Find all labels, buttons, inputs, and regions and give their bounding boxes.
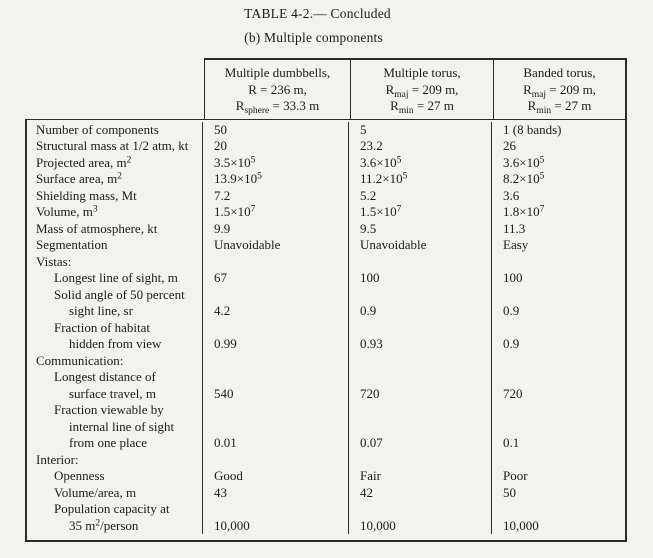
cell-value (491, 171, 625, 188)
cell-value-text: 43 (214, 484, 227, 500)
cell-value (202, 369, 348, 402)
cell-value-text: Good (214, 468, 243, 483)
cell-value-text: 11.3 (503, 220, 526, 236)
cell-value-text: 42 (360, 484, 373, 500)
cell-value-text: 10,000 (503, 517, 539, 533)
row-label-line: Longest distance of (54, 369, 156, 384)
column-header-line: $R_{min} = 27$ m (527, 98, 592, 116)
row-label (27, 254, 202, 271)
cell-value (202, 402, 348, 452)
cell-value (491, 204, 625, 221)
row-label (27, 468, 202, 485)
row-label-line: Surface area, $m^2$ (36, 171, 122, 186)
cell-value-text: Fair (360, 468, 381, 483)
row-label-line: Fraction viewable by (54, 402, 164, 417)
table-title: TABLE 4-2.— Concluded (244, 6, 391, 21)
cell-value-text: $13.9\times 10^5$ (214, 171, 262, 186)
row-label-line: 35 $m^2$/person (69, 517, 139, 533)
row-label (27, 188, 202, 205)
row-label (27, 171, 202, 188)
cell-value-text: 0.9 (503, 336, 520, 351)
row-label-line: hidden from view (69, 336, 162, 351)
column-header-banded-torus (493, 58, 627, 119)
cell-value-text: 3.6 (503, 187, 520, 203)
row-label (27, 237, 202, 254)
cell-value (491, 270, 625, 287)
cell-value-text: Unavoidable (214, 237, 281, 252)
cell-value (202, 188, 348, 205)
row-label-line: from one place (69, 435, 147, 450)
cell-value (348, 237, 491, 254)
column-header-multiple-torus (350, 58, 493, 119)
cell-value-text: 67 (214, 270, 227, 285)
table-header-row (25, 58, 627, 119)
column-header-line: $R_{maj} = 209$ m, (523, 81, 596, 100)
row-label (27, 270, 202, 287)
row-label-line: Mass of atmosphere, kt (36, 220, 158, 236)
cell-value-text: Poor (503, 468, 528, 483)
cell-value (348, 221, 491, 238)
row-label (27, 138, 202, 155)
cell-value-text: $3.5\times 10^5$ (214, 154, 256, 170)
cell-value-text: 540 (214, 385, 234, 401)
cell-value (348, 369, 491, 402)
row-label (27, 402, 202, 452)
row-label-line: Longest line of sight, m (54, 270, 178, 285)
cell-value-text: 100 (360, 270, 380, 285)
table-subtitle: (b) Multiple components (244, 30, 383, 45)
row-label-line: Solid angle of 50 percent (54, 286, 185, 302)
cell-value (491, 320, 625, 353)
cell-value (491, 122, 625, 139)
column-header-line: Multiple torus, (383, 65, 461, 80)
cell-value-text: $3.6\times 10^5$ (503, 154, 545, 170)
cell-value-text: 50 (503, 484, 516, 500)
cell-value (491, 501, 625, 534)
cell-value-text: 10,000 (360, 517, 396, 533)
column-header-multiple-dumbbells (204, 58, 350, 119)
cell-value-text: $1.5\times 10^7$ (360, 204, 402, 219)
cell-value (348, 287, 491, 320)
cell-value (202, 501, 348, 534)
row-label-line: surface travel, m (69, 385, 156, 401)
cell-value-text: Unavoidable (360, 237, 427, 252)
row-label-line: Interior: (36, 451, 79, 467)
cell-value (348, 204, 491, 221)
row-label-line: Population capacity at (54, 501, 170, 516)
row-label-line: Segmentation (36, 237, 108, 252)
cell-value-text: 23.2 (360, 138, 383, 153)
row-label (27, 369, 202, 402)
cell-value (491, 353, 625, 370)
row-label-line: Projected area, $m^2$ (36, 154, 132, 170)
cell-value-text: 7.2 (214, 187, 231, 203)
row-label (27, 452, 202, 469)
row-label-line: Volume/area, m (54, 484, 137, 500)
column-header-line: R = 236 m, (248, 81, 307, 97)
cell-value-text: 20 (214, 138, 227, 153)
row-label-line: Structural mass at 1/2 atm, kt (36, 138, 189, 153)
header-spacer-cell (25, 58, 204, 119)
cell-value (202, 221, 348, 238)
cell-value (202, 122, 348, 139)
cell-value (348, 122, 491, 139)
cell-value (202, 320, 348, 353)
row-label-line: Number of components (36, 121, 159, 137)
cell-value-text: 720 (360, 385, 380, 401)
cell-value (491, 369, 625, 402)
row-label-line: Shielding mass, Mt (36, 187, 137, 203)
cell-value-text: 100 (503, 270, 523, 285)
row-label (27, 287, 202, 320)
cell-value (348, 270, 491, 287)
cell-value (348, 171, 491, 188)
cell-value-text: 0.99 (214, 336, 237, 351)
column-header-line: Multiple dumbbells, (224, 65, 331, 80)
cell-value (348, 254, 491, 271)
cell-value (348, 468, 491, 485)
cell-value (491, 188, 625, 205)
cell-value (491, 138, 625, 155)
cell-value (202, 287, 348, 320)
cell-value-text: $8.2\times 10^5$ (503, 171, 545, 186)
cell-value (202, 155, 348, 172)
cell-value-text: 720 (503, 385, 523, 401)
cell-value (348, 188, 491, 205)
row-label-line: Openness (54, 468, 105, 483)
cell-value (348, 353, 491, 370)
cell-value (491, 485, 625, 502)
cell-value-text: 26 (503, 138, 516, 153)
cell-value (491, 287, 625, 320)
cell-value (202, 254, 348, 271)
cell-value (202, 353, 348, 370)
cell-value-text: 0.1 (503, 435, 520, 450)
data-table (25, 58, 627, 542)
row-label-line: Communication: (36, 352, 124, 368)
row-label (27, 485, 202, 502)
cell-value (348, 402, 491, 452)
cell-value-text: 0.9 (503, 303, 520, 318)
row-label (27, 122, 202, 139)
cell-value (202, 452, 348, 469)
cell-value (202, 468, 348, 485)
row-label (27, 501, 202, 534)
cell-value (491, 402, 625, 452)
cell-value-text: 0.9 (360, 303, 377, 318)
cell-value-text: 10,000 (214, 517, 250, 533)
cell-value-text: $11.2\times 10^5$ (360, 171, 408, 186)
cell-value (348, 501, 491, 534)
cell-value (491, 155, 625, 172)
row-label-line: Vistas: (36, 253, 72, 269)
cell-value (348, 320, 491, 353)
column-header-line: Banded torus, (523, 65, 596, 80)
cell-value-text: $1.8\times 10^7$ (503, 204, 545, 219)
cell-value (491, 221, 625, 238)
row-label (27, 353, 202, 370)
cell-value (348, 452, 491, 469)
cell-value (202, 171, 348, 188)
cell-value-text: 9.9 (214, 220, 231, 236)
cell-value-text: 0.07 (360, 435, 383, 450)
row-label (27, 204, 202, 221)
cell-value (202, 204, 348, 221)
cell-value-text: 50 (214, 121, 227, 137)
row-label-line: internal line of sight (69, 418, 175, 434)
cell-value-text: 0.01 (214, 435, 237, 450)
cell-value-text: 1 (8 bands) (503, 121, 562, 137)
table-caption-block (0, 5, 635, 46)
column-header-line: $R_{sphere} = 33.3$ m (235, 98, 320, 116)
row-label (27, 155, 202, 172)
column-header-line: $R_{maj} = 209$ m, (385, 81, 459, 100)
cell-value-text: $3.6\times 10^5$ (360, 154, 402, 170)
row-label-line: Fraction of habitat (54, 319, 151, 335)
cell-value (202, 485, 348, 502)
cell-value-text: 0.93 (360, 336, 383, 351)
cell-value (348, 485, 491, 502)
cell-value-text: $1.5\times 10^7$ (214, 204, 256, 219)
row-label (27, 320, 202, 353)
row-label-line: Volume, $m^3$ (36, 204, 98, 219)
cell-value (491, 452, 625, 469)
row-label-line: sight line, sr (69, 303, 133, 318)
cell-value (348, 138, 491, 155)
cell-value (202, 138, 348, 155)
cell-value-text: 9.5 (360, 220, 377, 236)
cell-value (491, 254, 625, 271)
cell-value-text: 5.2 (360, 187, 377, 203)
cell-value (491, 237, 625, 254)
table-body (25, 119, 627, 543)
cell-value (202, 237, 348, 254)
cell-value (202, 270, 348, 287)
cell-value-text: 4.2 (214, 303, 231, 318)
cell-value (491, 468, 625, 485)
cell-value (348, 155, 491, 172)
column-header-line: $R_{min} = 27$ m (390, 98, 454, 116)
cell-value-text: Easy (503, 237, 529, 252)
cell-value-text: 5 (360, 121, 367, 137)
row-label (27, 221, 202, 238)
